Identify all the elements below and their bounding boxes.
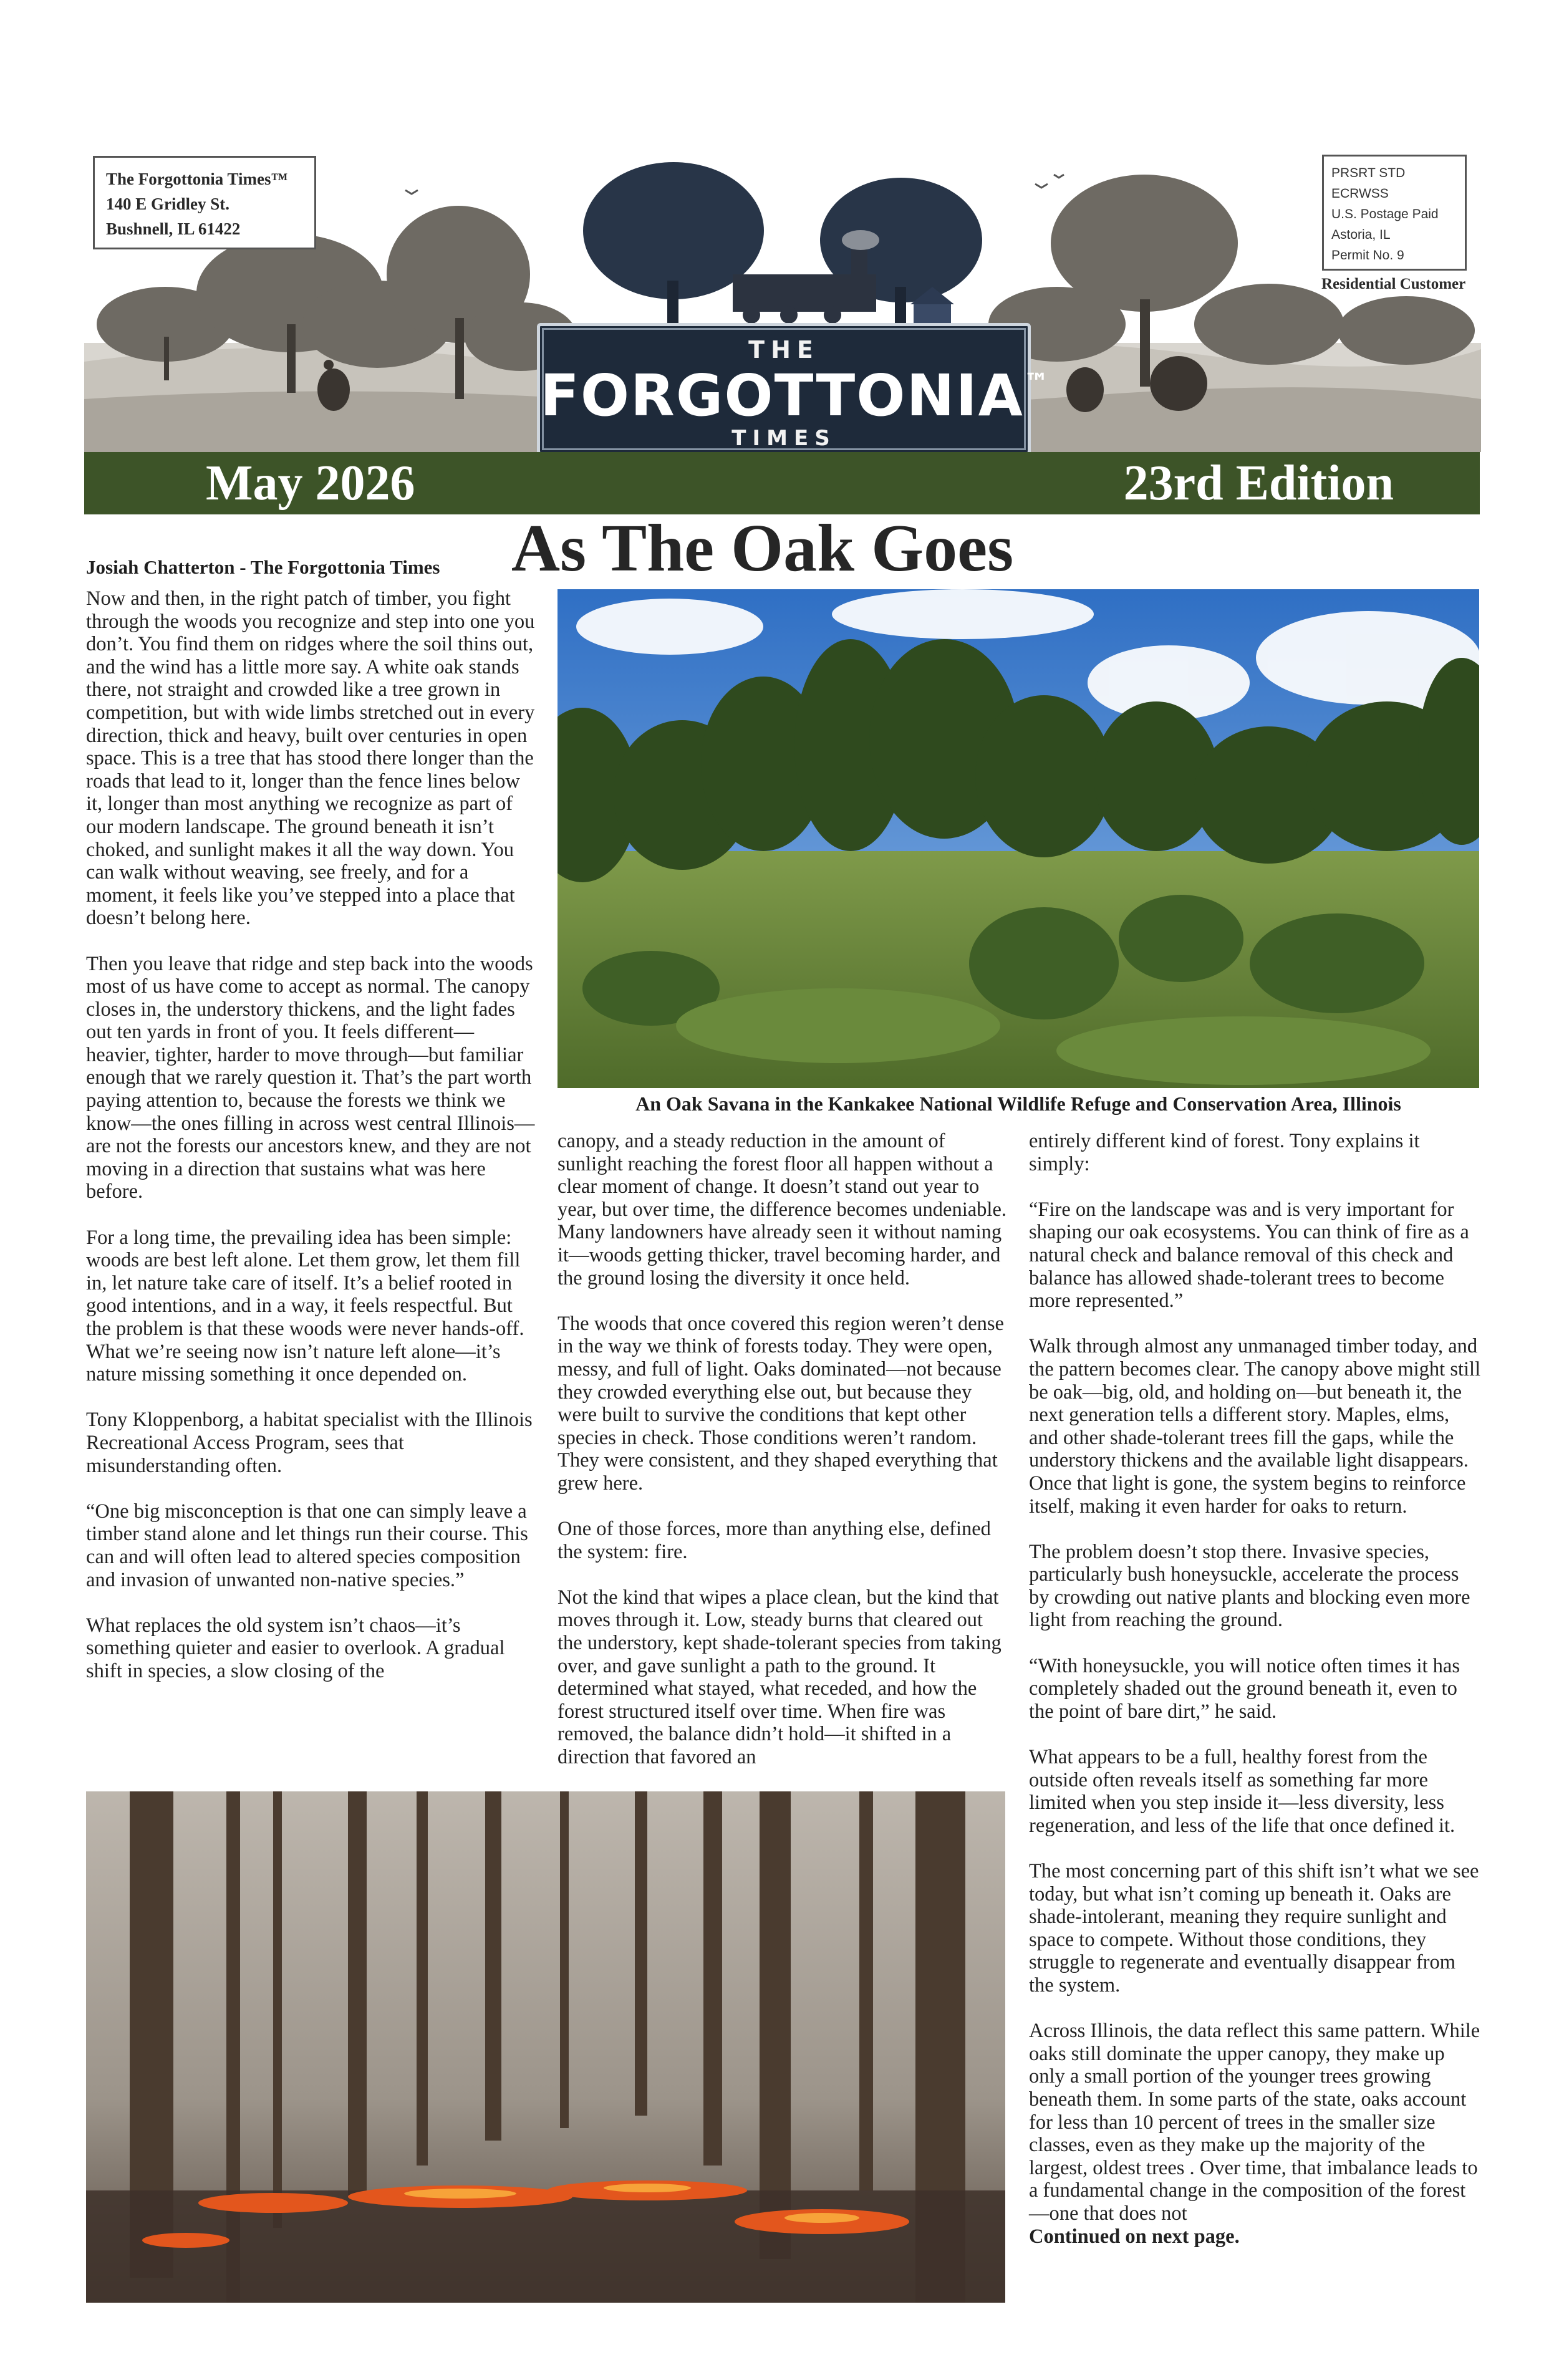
- quote-paragraph: “With honeysuckle, you will notice often times it has completely shaded out the ground beneath it, even to the point of bare dirt,” he said.: [1029, 1654, 1460, 1723]
- paragraph: Not the kind that wipes a place clean, but the kind that moves through it. Low, steady burns that cleared out the understory, kept shade-tolerant species from taking over, and gave sunlight a path to the ground. It determined what stayed, what receded, and how the forest structured itself over time. When fire was removed, the balance didn’t hold—it shifted in a direction that favored an: [557, 1586, 1002, 1769]
- paragraph: Then you leave that ridge and step back into the woods most of us have come to accept as normal. The canopy closes in, the understory thickens, and the light fades out ten yards in front of you. It feels different—heavier, tighter, harder to move through—but familiar enough that we rarely question it. That’s the part worth paying attention to, because the forests we think we know—the ones filling in across west central Illinois—are not the forests our ancestors knew, and they are not moving in a direction that sustains what was here before.: [86, 952, 535, 1203]
- article-column-1: [86, 587, 535, 1683]
- oak-savanna-photo: [557, 589, 1479, 1088]
- paragraph: entirely different kind of forest. Tony explains it simply:: [1029, 1130, 1420, 1175]
- paragraph: Now and then, in the right patch of timber, you fight through the woods you recognize and step into one you don’t. You find them on ridges where the soil thins out, and the wind has a little more say. A white oak stands there, not straight and crowded like a tree grown in competition, but with wide limbs stretched out in every direction, thick and heavy, built over centuries in open space. This is a tree that has stood there longer than the roads that lead to it, longer than the fence lines below it, longer than most anything we recognize as part of our modern landscape. The ground beneath it isn’t choked, and sunlight makes it all the way down. You can walk without weaving, see freely, and for a moment, it feels like you’ve stepped into a place that doesn’t belong here.: [86, 587, 535, 930]
- paragraph: canopy, and a steady reduction in the amount of sunlight reaching the forest floor all happen without a clear moment of change. It doesn’t stand out year to year, but over time, the difference becomes undeniable. Many landowners have already seen it without naming it—woods getting thicker, travel becoming harder, and the ground losing the diversity it once held.: [557, 1130, 1007, 1289]
- recipient-label: Residential Customer: [1321, 276, 1466, 292]
- postage-line: PRSRT STD: [1331, 166, 1406, 180]
- return-address-line: 140 E Gridley St.: [106, 195, 230, 213]
- paragraph: The problem doesn’t stop there. Invasive species, particularly bush honeysuckle, accelerate the process by crowding out native plants and blocking even more light from reaching the ground.: [1029, 1540, 1470, 1632]
- quote-paragraph: “One big misconception is that one can simply leave a timber stand alone and let things run their course. This can and will often lead to altered species composition and invasion of unwanted non-native species.”: [86, 1500, 528, 1591]
- trademark-mark: ™: [1023, 369, 1050, 397]
- forest-fire-photo: [86, 1791, 1005, 2303]
- paragraph: What appears to be a full, healthy forest from the outside often reveals itself as something far more limited when you step inside it—less diversity, less regeneration, and less of the life that once defined it.: [1029, 1746, 1455, 1837]
- paragraph: Tony Kloppenborg, a habitat specialist with the Illinois Recreational Access Program, sees that misunderstanding often.: [86, 1409, 533, 1477]
- paragraph: The woods that once covered this region weren’t dense in the way we think of forests today. They were open, messy, and full of light. Oaks dominated—not because they crowded everything else out, but because they were built to survive the conditions that kept other species in check. Those conditions weren’t random. They were consistent, and they shaped everything that grew here.: [557, 1312, 1004, 1495]
- article-column-2: [557, 1130, 1006, 1769]
- paragraph: The most concerning part of this shift isn’t what we see today, but what isn’t coming up beneath it. Oaks are shade-intolerant, meaning they require sunlight and space to compete. Without those conditions, they struggle to regenerate and eventually disappear from the system.: [1029, 1860, 1479, 1997]
- issue-date: May 2026: [206, 456, 415, 511]
- paragraph: One of those forces, more than anything else, defined the system: fire.: [557, 1518, 991, 1563]
- logo-name-text: FORGOTTONIA: [540, 362, 1024, 429]
- newspaper-logo: [537, 323, 1050, 455]
- postage-line: Permit No. 9: [1331, 248, 1404, 263]
- postage-line: U.S. Postage Paid: [1331, 207, 1439, 221]
- logo-times: TIMES: [731, 426, 836, 451]
- postage-indicia-box: [1322, 155, 1467, 271]
- postage-line: ECRWSS: [1331, 186, 1389, 201]
- continued-notice[interactable]: Continued on next page.: [1029, 2225, 1240, 2248]
- paragraph: Across Illinois, the data reflect this same pattern. While oaks still dominate the upper canopy, they make up only a small portion of the younger trees growing beneath them. In some parts of the state, oaks account for less than 10 percent of trees in the smaller size classes, even as they make up the majority of the largest, oldest trees . Over time, that imbalance leads to a fundamental change in the composition of the forest—one that does not: [1029, 2020, 1480, 2225]
- article-column-3: [1029, 1130, 1481, 2248]
- photo-caption: An Oak Savana in the Kankakee National Wildlife Refuge and Conservation Area, Illinois: [635, 1092, 1401, 1115]
- logo-the: THE: [748, 336, 819, 364]
- return-address-line: Bushnell, IL 61422: [106, 219, 241, 238]
- return-address-line: The Forgottonia Times™: [106, 170, 288, 188]
- article-headline: As The Oak Goes: [511, 511, 1014, 585]
- paragraph: Walk through almost any unmanaged timber today, and the pattern becomes clear. The canopy above might still be oak—big, old, and holding on—but beneath it, the next generation tells a different story. Maples, elms, and other shade-tolerant trees fill the gaps, while the understory thickens and the available light disappears. Once that light is gone, the system begins to reinforce itself, making it even harder for oaks to return.: [1029, 1335, 1481, 1518]
- masthead: [84, 137, 1481, 452]
- date-edition-banner: [84, 452, 1480, 514]
- logo-name: [540, 362, 1050, 429]
- edition-number: 23rd Edition: [1123, 456, 1394, 511]
- postage-line: Astoria, IL: [1331, 228, 1391, 242]
- article-byline: Josiah Chatterton - The Forgottonia Times: [86, 556, 440, 578]
- return-address-box: [93, 156, 316, 249]
- quote-paragraph: “Fire on the landscape was and is very important for shaping our oak ecosystems. You can think of fire as a natural check and balance removal of this check and balance has allowed shade-tolerant trees to become more represented.”: [1029, 1198, 1469, 1313]
- paragraph: What replaces the old system isn’t chaos—it’s something quieter and easier to overlook. A gradual shift in species, a slow closing of the: [86, 1614, 505, 1682]
- paragraph: For a long time, the prevailing idea has been simple: woods are best left alone. Let them grow, let them fill in, let nature take care of itself. It’s a belief rooted in good intentions, and in a way, it feels respectful. But the problem is that these woods were never hands-off. What we’re seeing now isn’t nature left alone—it’s nature missing something it once depended on.: [86, 1226, 524, 1386]
